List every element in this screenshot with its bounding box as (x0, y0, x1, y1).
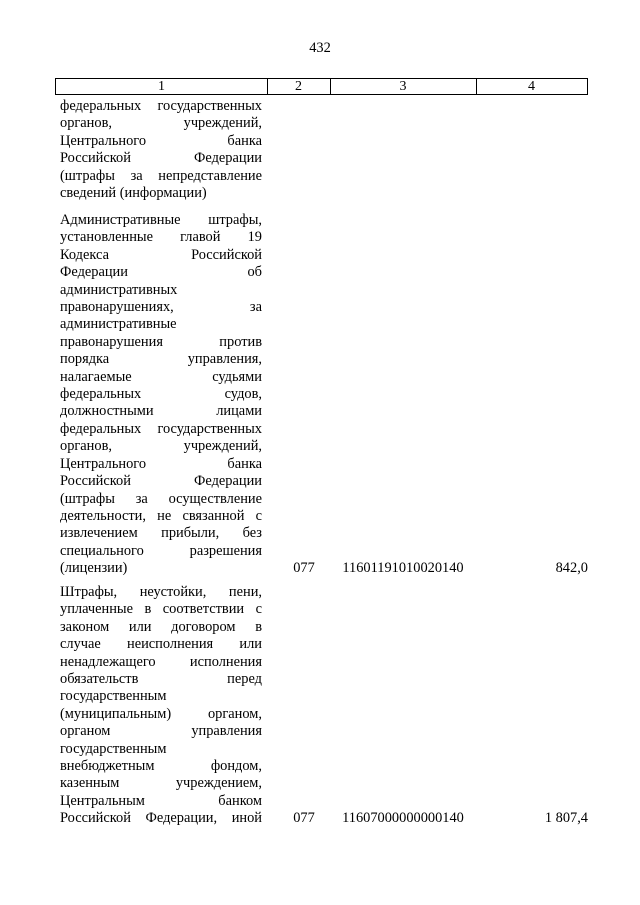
text-line: деятельности, не связанной с (60, 507, 262, 524)
text-line: (лицензии) (60, 560, 128, 577)
text-line: порядка управления, (60, 351, 262, 368)
text-line: органов, учреждений, (60, 115, 262, 132)
text-line: государственным (60, 740, 167, 757)
table-row-3-kbk: 11607000000000140 (342, 810, 464, 826)
text-line: сведений (информации) (60, 185, 207, 202)
text-line: федеральных государственных (60, 420, 262, 437)
table-row-2-description (60, 212, 262, 578)
text-line: налагаемые судьями (60, 368, 262, 385)
column-header-4: 4 (528, 79, 535, 94)
text-line: обязательств перед (60, 671, 262, 688)
text-line: органом управления (60, 723, 262, 740)
text-line: Российской Федерации, иной (60, 810, 262, 827)
text-line: внебюджетным фондом, (60, 758, 262, 775)
table-row-2-code: 077 (293, 560, 315, 576)
text-line: специального разрешения (60, 542, 262, 559)
text-line: административные (60, 316, 177, 333)
text-line: Штрафы, неустойки, пени, (60, 584, 262, 600)
text-line: должностными лицами (60, 403, 262, 420)
text-line: уплаченные в соответствии с (60, 601, 262, 618)
text-line: органов, учреждений, (60, 438, 262, 455)
text-line: Российской Федерации (60, 473, 262, 490)
text-line: законом или договором в (60, 618, 262, 635)
table-row-3-amount: 1 807,4 (544, 810, 588, 826)
text-line: (штрафы за непредставление (60, 167, 262, 184)
table-row-3-description (60, 584, 262, 828)
text-line: правонарушения против (60, 333, 262, 350)
text-line: федеральных государственных (60, 98, 262, 114)
column-header-2: 2 (267, 79, 331, 94)
table-row-2-amount: 842,0 (555, 560, 588, 576)
text-line: административных (60, 281, 178, 298)
table-row-2-kbk: 11601191010020140 (342, 560, 464, 576)
text-line: ненадлежащего исполнения (60, 653, 262, 670)
table-row-1-description (60, 98, 262, 202)
text-line: случае неисполнения или (60, 636, 262, 653)
text-line: Федерации об (60, 264, 262, 281)
text-line: Центрального банка (60, 132, 262, 149)
text-line: Кодекса Российской (60, 246, 262, 263)
column-header-3: 3 (330, 79, 477, 94)
text-line: Российской Федерации (60, 150, 262, 167)
text-line: Центрального банка (60, 455, 262, 472)
table-header-row (55, 78, 588, 95)
text-line: казенным учреждением, (60, 775, 262, 792)
text-line: (муниципальным) органом, (60, 705, 262, 722)
text-line: Административные штрафы, (60, 212, 262, 228)
text-line: Центральным банком (60, 792, 262, 809)
table-row-3-code: 077 (293, 810, 315, 826)
text-line: федеральных судов, (60, 386, 262, 403)
column-header-1: 1 (56, 79, 268, 94)
text-line: извлечением прибыли, без (60, 525, 262, 542)
text-line: правонарушениях, за (60, 299, 262, 316)
page-number: 432 (309, 40, 331, 56)
text-line: государственным (60, 688, 167, 705)
text-line: установленные главой 19 (60, 229, 262, 246)
text-line: (штрафы за осуществление (60, 490, 262, 507)
